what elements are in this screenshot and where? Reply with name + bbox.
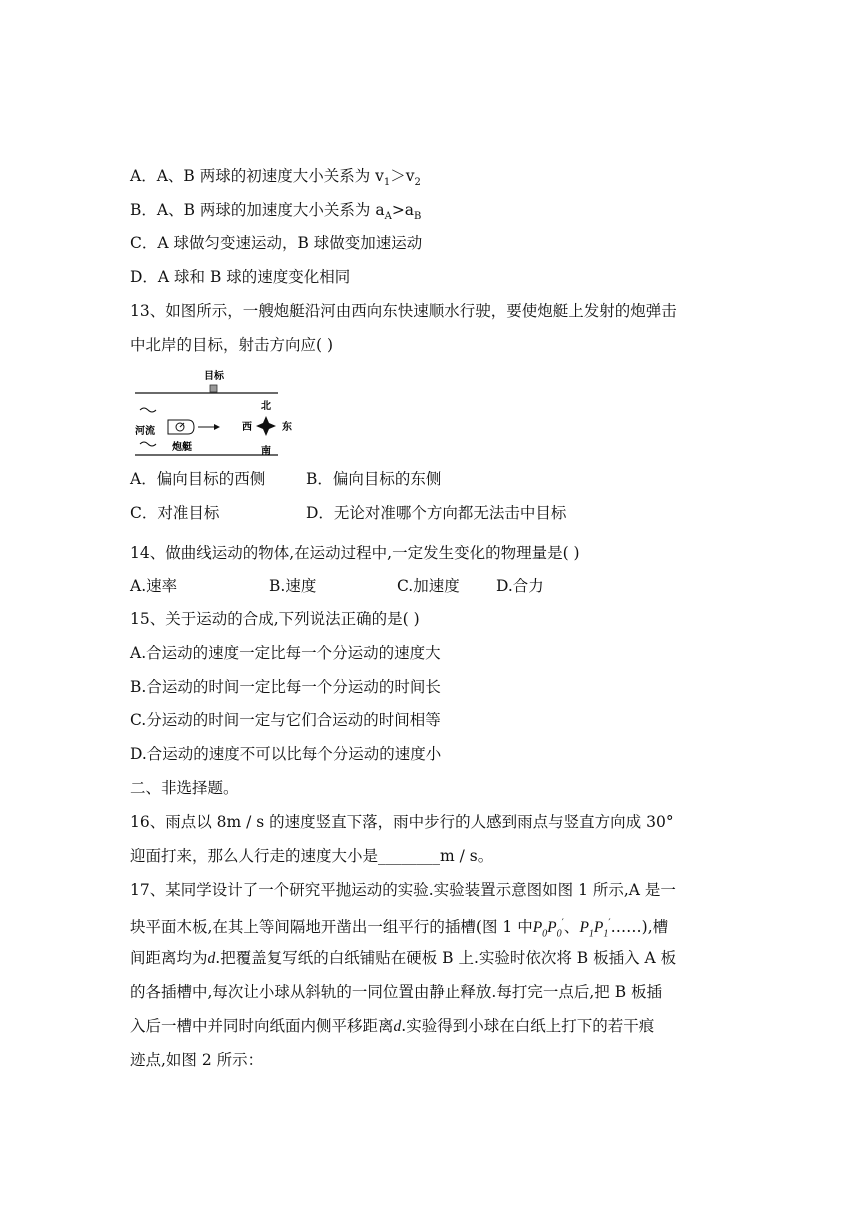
section-heading: 二、非选择题。: [130, 779, 239, 797]
boat-label: 炮艇: [172, 442, 192, 453]
compass-north: 北: [261, 401, 271, 412]
arrow-head-icon: [214, 424, 220, 430]
river-boat-figure: [130, 364, 300, 464]
q17-line6: 迹点,如图 2 所示：: [130, 1051, 264, 1069]
river-boat-diagram: [130, 364, 300, 464]
q12-option-a: A．A、B 两球的初速度大小关系为 $v_1>v_2$: [130, 167, 421, 189]
wave-icon-lower: [140, 442, 156, 446]
q17-line3: 间距离均为d.把覆盖复写纸的白纸铺贴在硬板 B 上.实验时依次将 B 板插入 A 板: [130, 949, 677, 967]
compass-star-icon: [256, 416, 276, 436]
q12-option-c: C．A 球做匀变速运动，B 球做变加速运动: [130, 234, 423, 252]
q15-option-b: B.合运动的时间一定比每一个分运动的时间长: [130, 678, 441, 696]
q16-line1: 16、雨点以 8m / s 的速度竖直下落，雨中步行的人感到雨点与竖直方向成 30°: [130, 813, 674, 831]
q15-stem: 15、关于运动的合成,下列说法正确的是( ): [130, 610, 420, 628]
q15-option-c: C.分运动的时间一定与它们合运动的时间相等: [130, 711, 441, 729]
q12-option-d: D．A 球和 B 球的速度变化相同: [130, 268, 351, 286]
boat-icon: [168, 420, 194, 434]
q13-stem-line2: 中北岸的目标，射击方向应( ): [130, 336, 334, 354]
compass-east: 东: [282, 422, 292, 433]
q17-line1: 17、某同学设计了一个研究平抛运动的实验.实验装置示意图如图 1 所示,A 是一: [130, 881, 676, 899]
q13-options-row2: C．对准目标 D．无论对准哪个方向都无法击中目标: [130, 504, 567, 522]
q13-options-row1: A．偏向目标的西侧 B．偏向目标的东侧: [130, 470, 442, 488]
target-label: 目标: [204, 371, 224, 382]
q17-line4: 的各插槽中,每次让小球从斜轨的一同位置由静止释放.每打完一点后,把 B 板插: [130, 983, 663, 1001]
q17-line5: 入后一槽中并同时向纸面内侧平移距离d.实验得到小球在白纸上打下的若干痕: [130, 1017, 655, 1035]
river-label: 河流: [135, 426, 155, 437]
q13-stem-line1: 13、如图所示，一艘炮艇沿河由西向东快速顺水行驶，要使炮艇上发射的炮弹击: [130, 302, 677, 320]
q12-option-b: B．A、B 两球的加速度大小关系为 $a_A>a_B$: [130, 201, 422, 223]
wave-icon-upper: [140, 408, 156, 412]
compass-south: 南: [261, 446, 271, 457]
q15-option-a: A.合运动的速度一定比每一个分运动的速度大: [130, 644, 441, 662]
q15-option-d: D.合运动的速度不可以比每个分运动的速度小: [130, 745, 442, 763]
q17-line2: 块平面木板,在其上等间隔地开凿出一组平行的插槽(图 1 中$P_0P_0'$、$P_1P_1'\dots\dots$),槽: [130, 918, 669, 940]
compass-west: 西: [242, 422, 252, 433]
q16-line2: 迎面打来，那么人行走的速度大小是________m / s。: [130, 847, 494, 865]
q14-options: A.速率 B.速度 C.加速度 D.合力: [130, 577, 544, 595]
q14-stem: 14、做曲线运动的物体,在运动过程中,一定发生变化的物理量是( ): [130, 544, 580, 562]
target-marker: [210, 385, 217, 392]
